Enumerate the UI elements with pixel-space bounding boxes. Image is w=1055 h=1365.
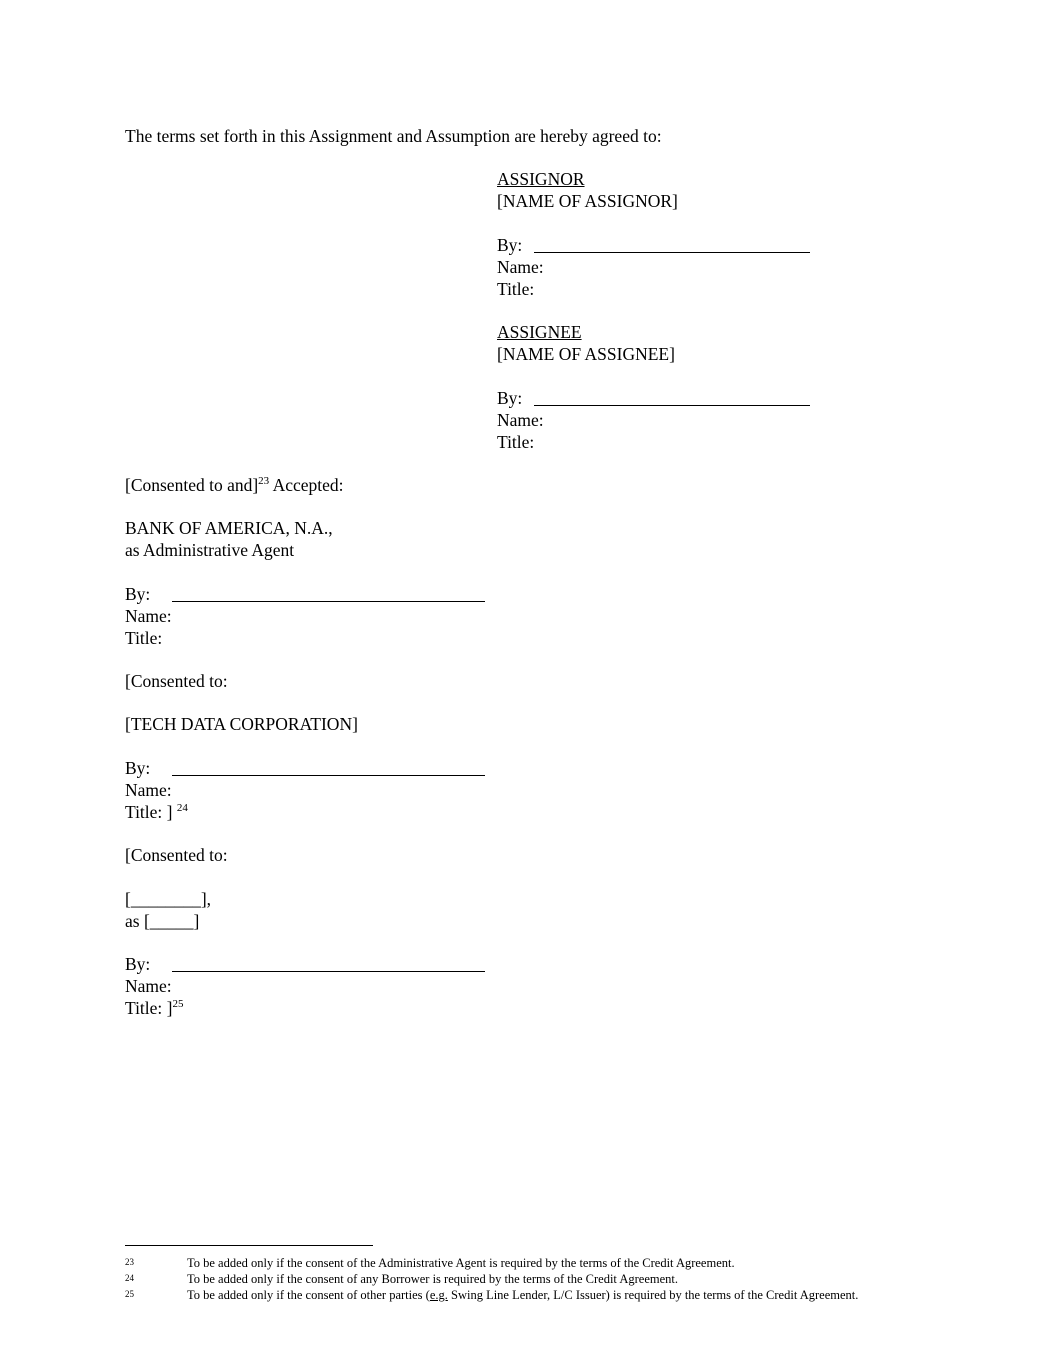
other-party-title-label: Title: ] [125,998,173,1018]
assignor-title-label: Title: [497,279,535,299]
footnote-25-text [187,1288,858,1303]
admin-agent-consent-suffix: Accepted: [269,475,344,495]
footnote-25-text-before: To be added only if the consent of other parties ( [187,1288,430,1302]
borrower-title [125,801,188,823]
assignor-name-label: Name: [497,257,544,277]
borrower-name-label: Name: [125,780,172,800]
footnote-ref-23: 23 [258,475,270,487]
assignor-name: [NAME OF ASSIGNOR] [497,191,678,211]
other-party-by-label: By: [125,954,151,974]
assignee-title-label: Title: [497,432,535,452]
footnote-23-text: To be added only if the consent of the Administrative Agent is required by the terms of the Credit Agreement. [187,1256,735,1270]
assignee-signature-line [534,405,810,406]
assignor-signature-line [534,252,810,253]
admin-agent-signature-line [172,601,485,602]
admin-agent-consent-prefix: [Consented to and] [125,475,259,495]
admin-agent-title-label: Title: [125,628,163,648]
admin-agent-role: as Administrative Agent [125,540,295,560]
assignor-heading: ASSIGNOR [497,169,585,189]
footnote-24-number: 24 [125,1273,134,1283]
other-party-title [125,997,184,1019]
borrower-by-label: By: [125,758,151,778]
assignee-by-label: By: [497,388,523,408]
assignee-heading: ASSIGNEE [497,322,582,342]
footnote-separator [125,1245,373,1246]
borrower-consent: [Consented to: [125,671,228,691]
admin-agent-name-label: Name: [125,606,172,626]
other-party-consent: [Consented to: [125,845,228,865]
assignor-by-label: By: [497,235,523,255]
admin-agent-entity: BANK OF AMERICA, N.A., [125,518,333,538]
admin-agent-by-label: By: [125,584,151,604]
borrower-signature-line [172,775,485,776]
intro-text: The terms set forth in this Assignment and Assumption are hereby agreed to: [125,126,662,146]
other-party-role: as [_____] [125,911,200,931]
assignee-name: [NAME OF ASSIGNEE] [497,344,675,364]
footnote-24-text: To be added only if the consent of any Borrower is required by the terms of the Credit Agreement. [187,1272,678,1286]
other-party-entity: [________], [125,889,212,909]
other-party-name-label: Name: [125,976,172,996]
assignee-name-label: Name: [497,410,544,430]
footnote-25-number: 25 [125,1289,134,1299]
footnote-25-eg: e.g. [429,1288,448,1302]
borrower-title-label: Title: ] [125,802,173,822]
footnote-ref-25: 25 [172,998,184,1010]
footnote-ref-24: 24 [176,802,188,814]
footnote-25-text-after: Swing Line Lender, L/C Issuer) is required by the terms of the Credit Agreement. [447,1288,859,1302]
admin-agent-consent [125,474,344,496]
footnote-23-number: 23 [125,1257,134,1267]
other-party-signature-line [172,971,485,972]
borrower-entity: [TECH DATA CORPORATION] [125,714,358,734]
